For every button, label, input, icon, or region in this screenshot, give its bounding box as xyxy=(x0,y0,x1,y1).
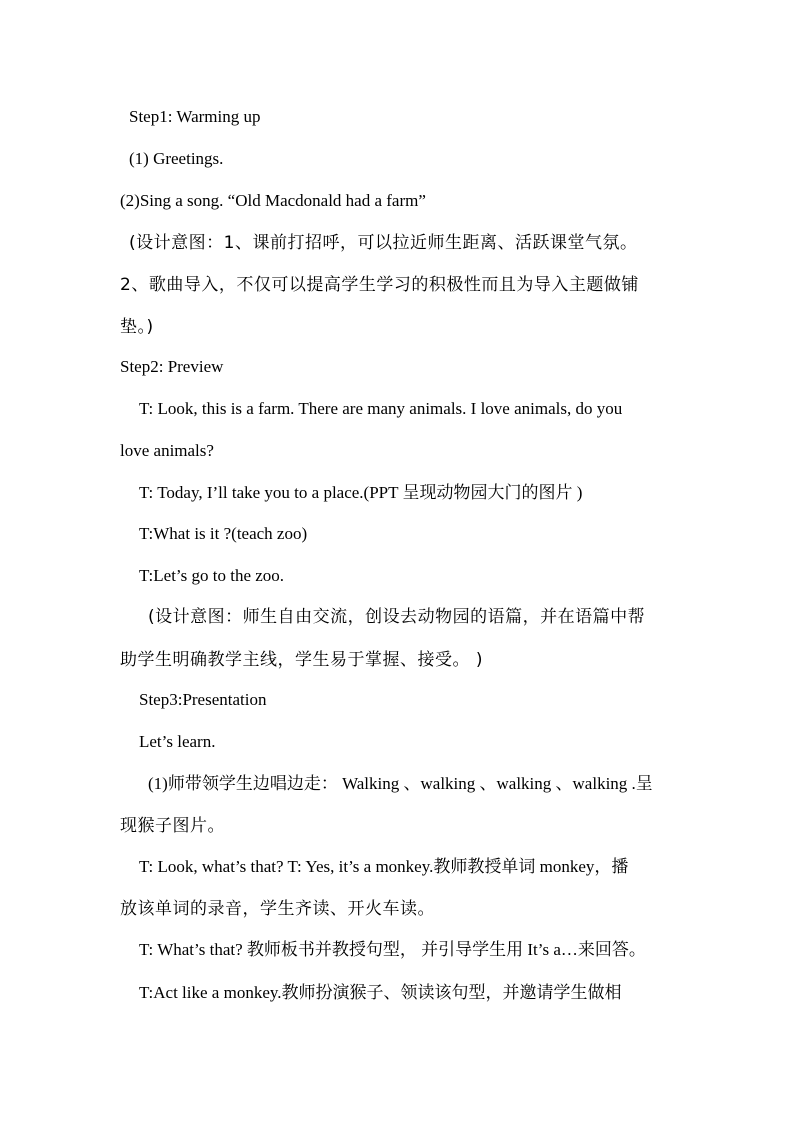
text-line: 现猴子图片。 xyxy=(120,816,225,836)
design-intent-line: 2、歌曲导入，不仅可以提高学生学习的积极性而且为导入主题做铺 xyxy=(120,275,639,295)
design-intent-line: 垫。) xyxy=(120,317,154,337)
design-intent-line: (设计意图：师生自由交流，创设去动物园的语篇，并在语篇中帮 xyxy=(148,607,646,627)
step2-heading: Step2: Preview xyxy=(120,357,224,376)
text-line: (1) Greetings. xyxy=(129,149,224,168)
step3-heading: Step3:Presentation xyxy=(139,690,267,709)
text-line: T:What is it ?(teach zoo) xyxy=(139,524,308,543)
text-line: T: What’s that? 教师板书并教授句型， 并引导学生用 It’s a…来回答。 xyxy=(139,940,646,959)
text-line: T:Let’s go to the zoo. xyxy=(139,566,285,585)
text-line: (1)师带领学生边唱边走： Walking 、walking 、walking 、walking .呈 xyxy=(148,774,653,793)
text-line: 放该单词的录音，学生齐读、开火车读。 xyxy=(120,899,435,919)
text-line: T: Look, this is a farm. There are many animals. I love animals, do you xyxy=(139,399,623,418)
design-intent-line: (设计意图：1、课前打招呼，可以拉近师生距离、活跃课堂气氛。 xyxy=(129,233,638,253)
text-line: T: Today, I’ll take you to a place.(PPT 呈现动物园大门的图片 ) xyxy=(139,483,583,502)
step1-heading: Step1: Warming up xyxy=(129,107,261,126)
text-line: T: Look, what’s that? T: Yes, it’s a monkey.教师教授单词 monkey，播 xyxy=(139,857,629,876)
text-line: Let’s learn. xyxy=(139,732,216,751)
text-line: love animals? xyxy=(120,441,214,460)
design-intent-line: 助学生明确教学主线，学生易于掌握、接受。 ) xyxy=(120,650,484,670)
text-line: T:Act like a monkey.教师扮演猴子、领读该句型，并邀请学生做相 xyxy=(139,983,622,1002)
text-line: (2)Sing a song. “Old Macdonald had a farm” xyxy=(120,191,426,210)
